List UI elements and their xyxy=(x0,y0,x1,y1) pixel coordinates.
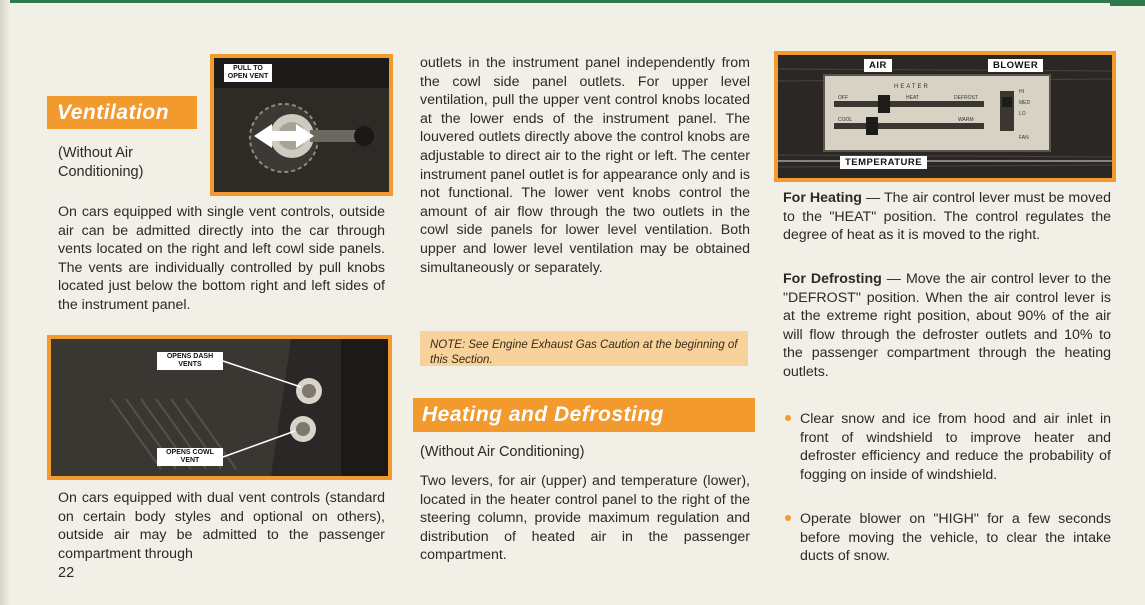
top-rule-tab xyxy=(1110,0,1145,6)
ventilation-heading: Ventilation xyxy=(47,96,197,129)
panel-cool-text: COOL xyxy=(838,117,853,123)
for-defrosting-text: — Move the air control lever to the "DEFROST" position. When the air control lever is at the extreme right position, about 90% of the air will flow through the defroster outlets and 10% to the passenger compartment through the heating outlets. xyxy=(783,271,1112,380)
air-lever-label: AIR xyxy=(864,59,892,72)
panel-heater-text: HEATER xyxy=(894,84,930,90)
temperature-lever-label: TEMPERATURE xyxy=(840,156,927,169)
for-defrosting-paragraph xyxy=(783,270,1111,382)
panel-warm-text: WARM xyxy=(958,117,974,123)
heating-defrosting-heading: Heating and Defrosting xyxy=(413,398,755,432)
single-vent-paragraph: On cars equipped with single vent controls, outside air can be admitted directly into the car through vents located on the right and left cowl side panels. The vents are individually controlled by pull knobs located just below the bottom right and left sides of the instrument panel. xyxy=(58,204,385,313)
heater-control-photo xyxy=(774,51,1116,182)
for-defrosting-label: For Defrosting xyxy=(783,271,882,287)
exhaust-caution-note: NOTE: See Engine Exhaust Gas Caution at the beginning of this Section. xyxy=(420,331,748,366)
dual-vent-photo xyxy=(47,335,392,480)
bullet-icon xyxy=(785,415,791,421)
top-rule xyxy=(0,0,1145,3)
panel-hi-text: HI xyxy=(1019,89,1024,95)
panel-lo-text: LO xyxy=(1019,111,1026,117)
opens-dash-vents-label: OPENS DASH VENTS xyxy=(157,352,223,370)
vent-knob-photo xyxy=(210,54,393,196)
bullet-text: Clear snow and ice from hood and air inlet in front of windshield to improve heater and defroster efficiency and reduce the probability of fogging on inside of windshield. xyxy=(800,411,1111,483)
pull-to-open-vent-label: PULL TO OPEN VENT xyxy=(224,64,272,82)
opens-cowl-vent-label: OPENS COWL VENT xyxy=(157,448,223,466)
ventilation-continued-paragraph: outlets in the instrument panel independently from the cowl side panel outlets. For upper level ventilation, pull the upper vent control knobs located at the lower ends of the instrument panel. The louvered outlets directly above the control knobs are adjustable to direct air to the right or left. The center instrument panel outlet is for appearance only and is not functional. The lower vent knobs control the amount of air flow through the two outlets in the cowl side panels for lower level ventilation. Both upper and lower level ventilation may be obtained simultaneously or separately. xyxy=(420,55,750,276)
page-binding-shadow xyxy=(0,0,10,605)
heating-subheading: (Without Air Conditioning) xyxy=(420,444,585,460)
for-heating-paragraph xyxy=(783,189,1111,245)
panel-fan-text: FAN xyxy=(1019,135,1029,141)
page-number: 22 xyxy=(58,565,75,581)
panel-heat-text: HEAT xyxy=(906,95,919,101)
bullet-item xyxy=(783,510,1111,566)
for-heating-label: For Heating xyxy=(783,190,862,206)
blower-switch-label: BLOWER xyxy=(988,59,1043,72)
dual-vent-paragraph: On cars equipped with dual vent controls (standard on certain body styles and optional on others), outside air may be admitted to the passenger compartment through xyxy=(58,490,385,562)
panel-off-text: OFF xyxy=(838,95,848,101)
bullet-text: Operate blower on "HIGH" for a few seconds before moving the vehicle, to clear the intake ducts of snow. xyxy=(800,511,1111,565)
bullet-item xyxy=(783,410,1111,484)
panel-defrost-text: DEFROST xyxy=(954,95,978,101)
heating-levers-paragraph: Two levers, for air (upper) and temperature (lower), located in the heater control panel to the right of the steering column, provide maximum regulation and distribution of heated air in the passenger compartment. xyxy=(420,473,750,564)
panel-med-text: MED xyxy=(1019,100,1031,106)
bullet-icon xyxy=(785,515,791,521)
for-heating-text: — The air control lever must be moved to the "HEAT" position. The control regulates the degree of heat as it is moved to the right. xyxy=(783,190,1111,244)
heater-control-illustration xyxy=(778,55,1112,178)
ventilation-subheading: (Without Air Conditioning) xyxy=(58,145,144,180)
